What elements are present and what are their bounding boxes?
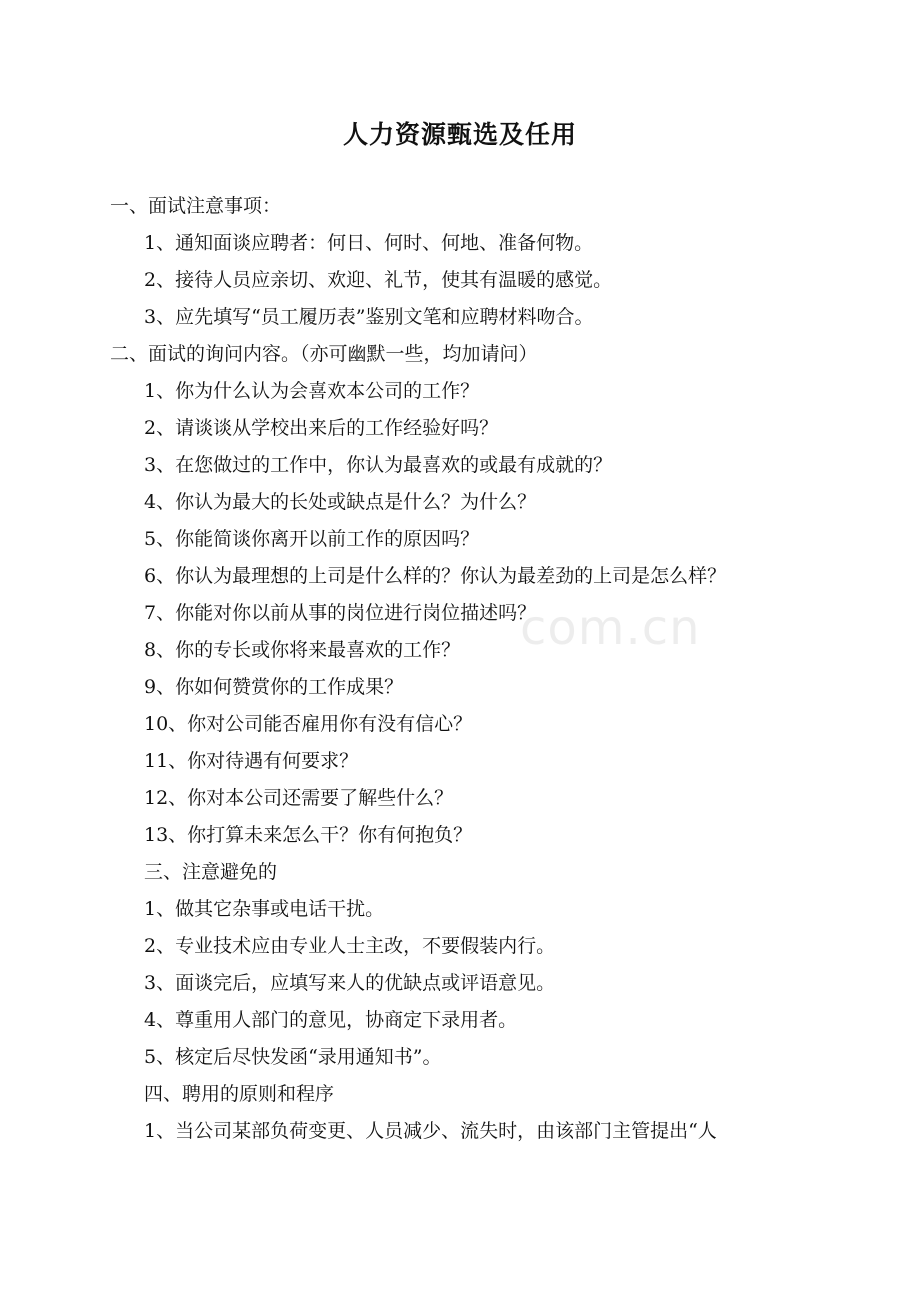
list-item: 12、你对本公司还需要了解些什么？ bbox=[144, 787, 454, 809]
list-item: 4、你认为最大的长处或缺点是什么？为什么？ bbox=[144, 491, 537, 513]
list-item: 9、你如何赞赏你的工作成果？ bbox=[144, 676, 404, 698]
list-item: 3、在您做过的工作中，你认为最喜欢的或最有成就的？ bbox=[144, 454, 613, 476]
list-item: 3、面谈完后，应填写来人的优缺点或评语意见。 bbox=[144, 972, 556, 994]
list-item: 4、尊重用人部门的意见，协商定下录用者。 bbox=[144, 1009, 518, 1031]
list-item: 11、你对待遇有何要求？ bbox=[144, 750, 359, 772]
watermark: com.cn bbox=[520, 600, 701, 656]
list-item: 1、当公司某部负荷变更、人员减少、流失时，由该部门主管提出“人 bbox=[144, 1120, 717, 1142]
list-item: 7、你能对你以前从事的岗位进行岗位描述吗？ bbox=[144, 602, 537, 624]
list-item: 10、你对公司能否雇用你有没有信心？ bbox=[144, 713, 473, 735]
list-item: 2、接待人员应亲切、欢迎、礼节，使其有温暖的感觉。 bbox=[144, 269, 613, 291]
list-item: 6、你认为最理想的上司是什么样的？你认为最差劲的上司是怎么样？ bbox=[144, 565, 727, 587]
list-item: 1、做其它杂事或电话干扰。 bbox=[144, 898, 385, 920]
list-item: 2、请谈谈从学校出来后的工作经验好吗？ bbox=[144, 417, 499, 439]
list-item: 8、你的专长或你将来最喜欢的工作？ bbox=[144, 639, 461, 661]
section-heading-avoid: 三、注意避免的 bbox=[144, 861, 278, 883]
list-item: 5、核定后尽快发函“录用通知书”。 bbox=[144, 1046, 442, 1068]
list-item: 2、专业技术应由专业人士主改，不要假装内行。 bbox=[144, 935, 556, 957]
list-item: 1、你为什么认为会喜欢本公司的工作？ bbox=[144, 380, 480, 402]
list-item: 3、应先填写“员工履历表”鉴别文笔和应聘材料吻合。 bbox=[144, 306, 594, 328]
section-heading-interview-questions: 二、面试的询问内容。（亦可幽默一些，均加请问） bbox=[110, 343, 538, 365]
list-item: 13、你打算未来怎么干？你有何抱负？ bbox=[144, 824, 473, 846]
document-title: 人力资源甄选及任用 bbox=[342, 120, 577, 149]
section-heading-interview-notes: 一、面试注意事项： bbox=[110, 195, 282, 217]
section-heading-hiring-principles: 四、聘用的原则和程序 bbox=[144, 1083, 335, 1105]
list-item: 5、你能简谈你离开以前工作的原因吗？ bbox=[144, 528, 480, 550]
list-item: 1、通知面谈应聘者：何日、何时、何地、准备何物。 bbox=[144, 232, 594, 254]
